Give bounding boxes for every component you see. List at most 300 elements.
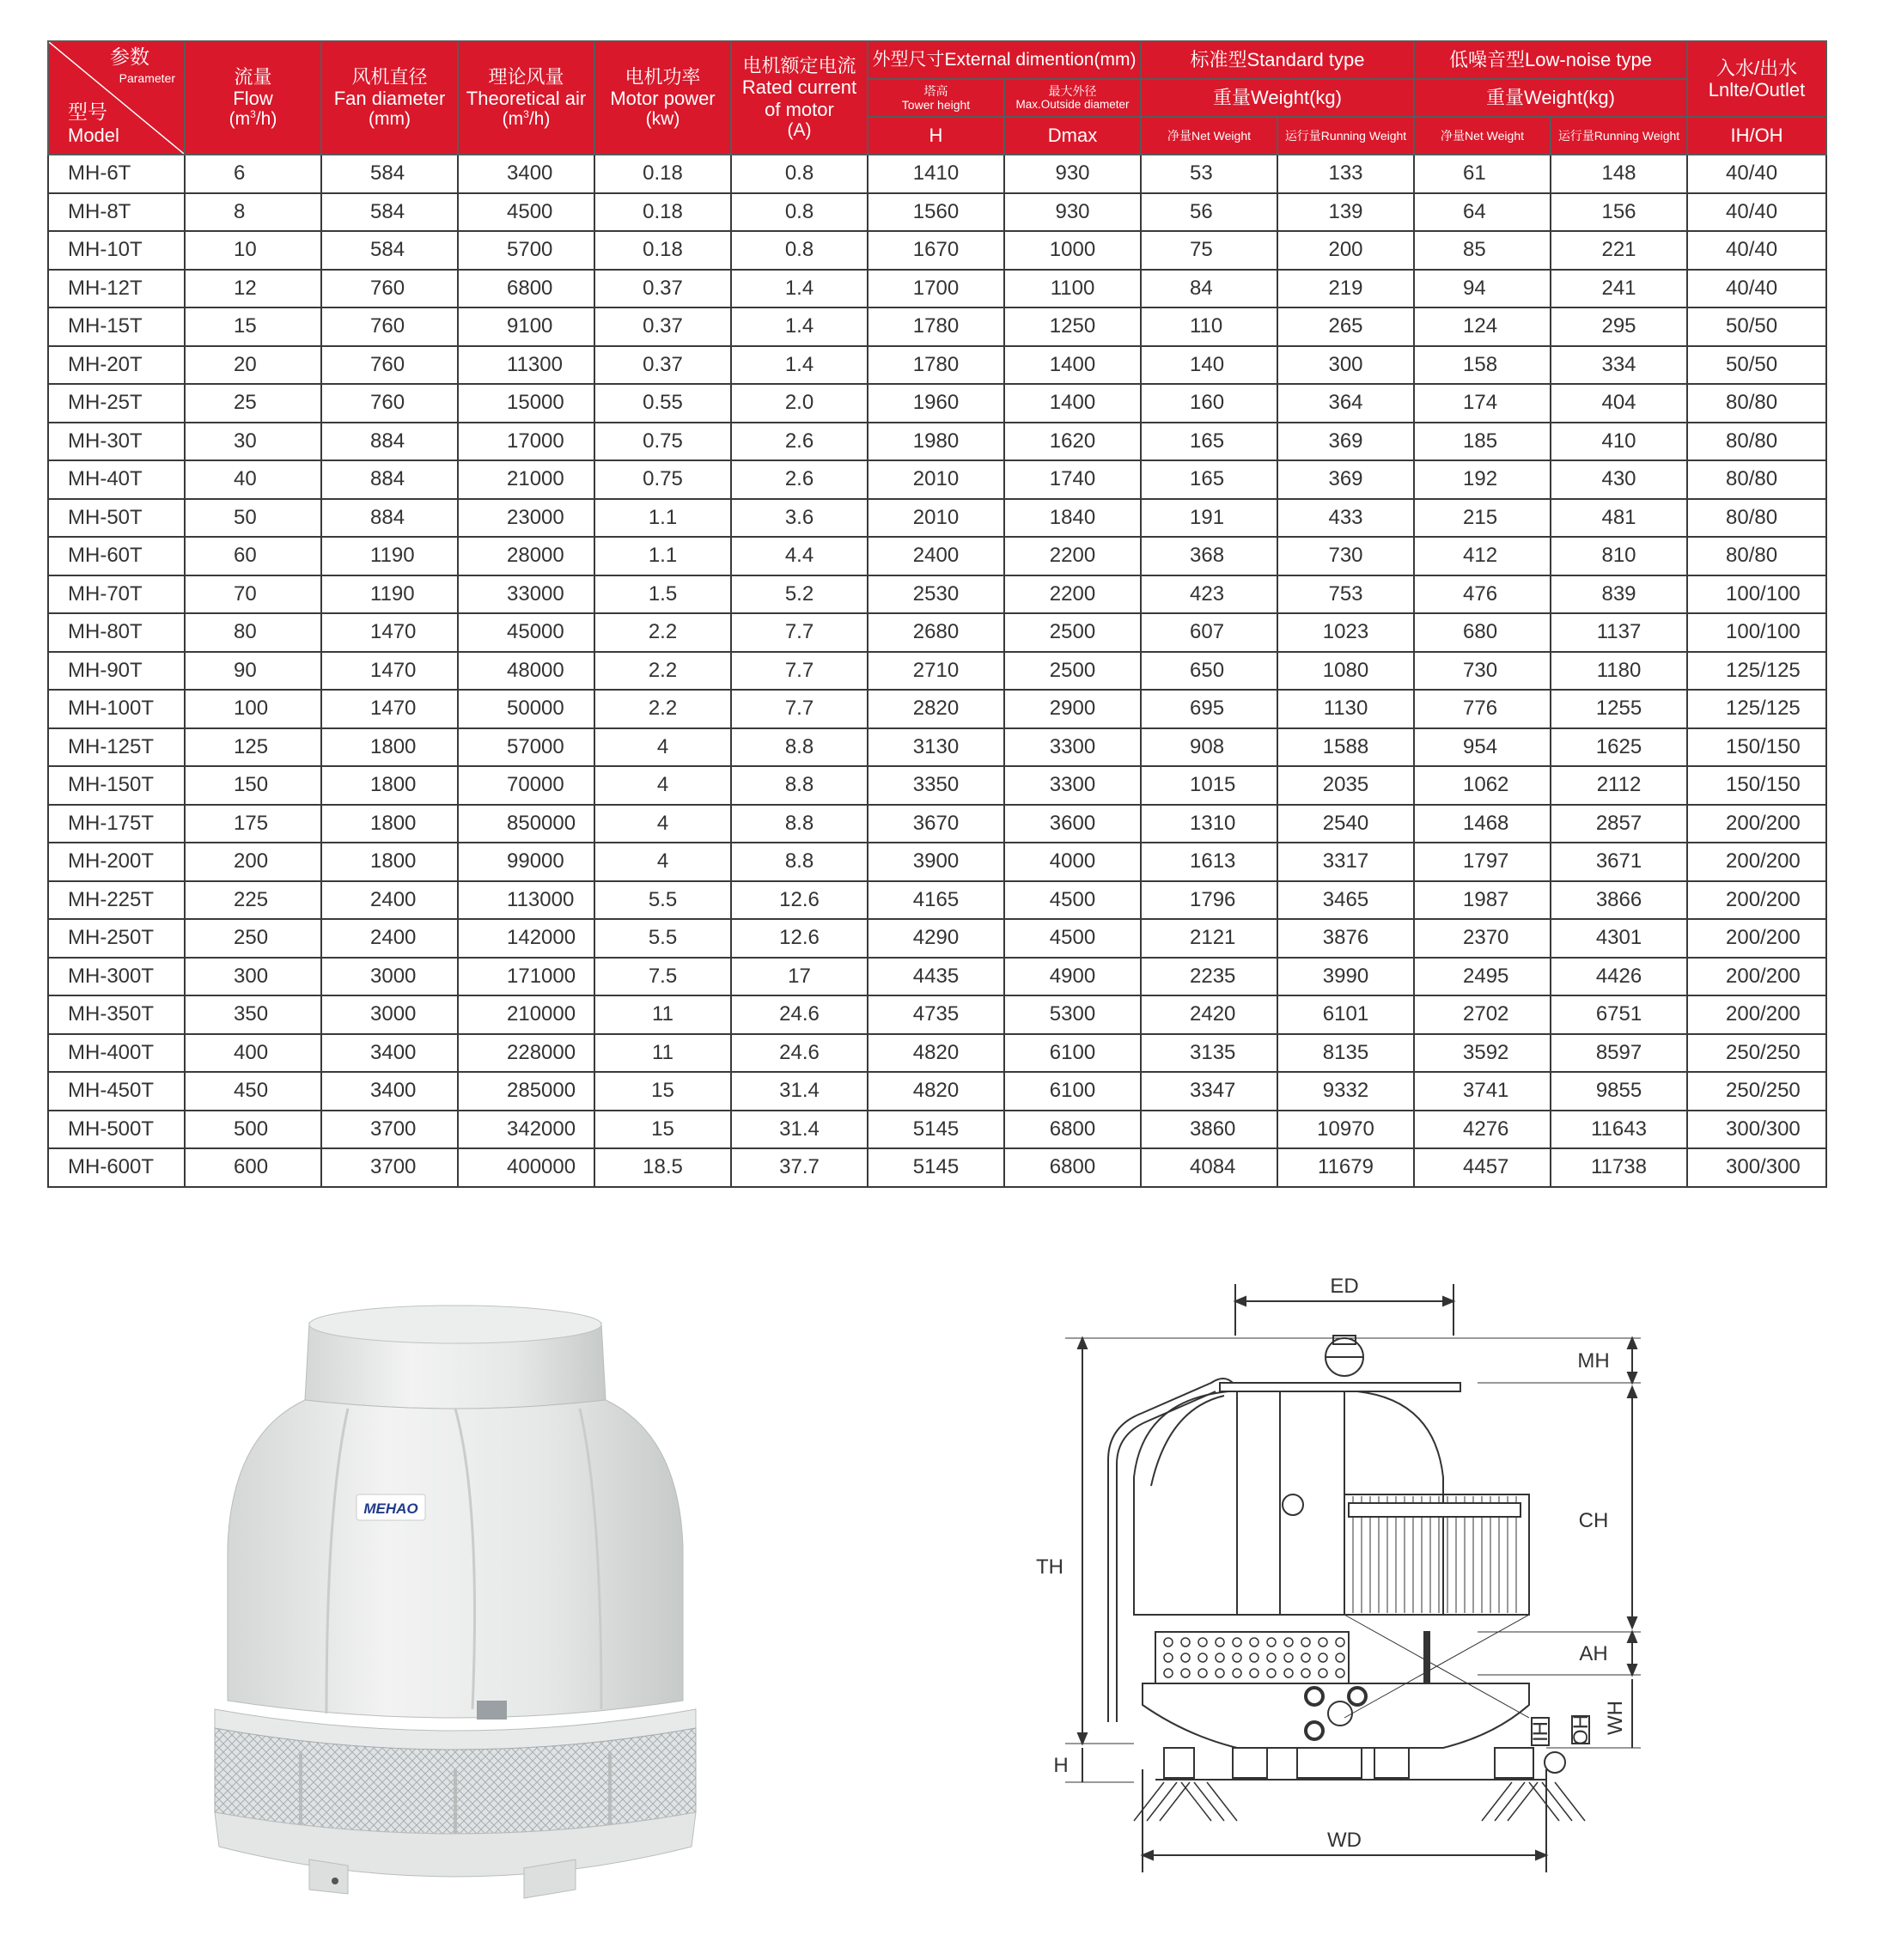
theoretical-air-cell: 45000	[458, 613, 594, 652]
tower-height-cell: 4735	[868, 995, 1004, 1034]
max-diameter-cell: 6800	[1004, 1111, 1141, 1149]
air-en: Theoretical air	[466, 87, 587, 109]
model-cell: MH-100T	[48, 690, 185, 728]
standard-running-weight-cell: 3990	[1277, 958, 1414, 996]
model-cell: MH-25T	[48, 384, 185, 423]
lownoise-net-weight-cell: 192	[1414, 460, 1551, 499]
standard-running-weight-cell: 3317	[1277, 843, 1414, 881]
standard-running-weight-cell: 2035	[1277, 766, 1414, 805]
nameplate	[477, 1701, 507, 1720]
model-cell: MH-150T	[48, 766, 185, 805]
flow-cell: 125	[185, 728, 321, 767]
model-cell: MH-600T	[48, 1148, 185, 1187]
rated-current-cell: 31.4	[731, 1111, 868, 1149]
model-cell: MH-12T	[48, 270, 185, 308]
flow-cell: 400	[185, 1034, 321, 1073]
standard-net-weight-cell: 650	[1141, 652, 1277, 691]
standard-running-weight-header: 运行量Running Weight	[1277, 117, 1414, 155]
motor-power-cell: 11	[594, 995, 731, 1034]
theoretical-air-cell: 342000	[458, 1111, 594, 1149]
lownoise-running-weight-cell: 241	[1551, 270, 1687, 308]
tower-height-cell: 2010	[868, 460, 1004, 499]
inlet-outlet-cell: 200/200	[1687, 919, 1826, 958]
flow-cell: 15	[185, 307, 321, 346]
rated-current-cell: 12.6	[731, 881, 868, 920]
inlet-outlet-cell: 300/300	[1687, 1111, 1826, 1149]
rated-current-cell: 0.8	[731, 193, 868, 232]
theoretical-air-cell: 99000	[458, 843, 594, 881]
theoretical-air-cell: 113000	[458, 881, 594, 920]
table-row	[48, 995, 1826, 1034]
current-en2: of motor	[765, 98, 834, 120]
inlet-outlet-cell: 250/250	[1687, 1072, 1826, 1111]
lownoise-net-weight-cell: 776	[1414, 690, 1551, 728]
motor-power-cell: 7.5	[594, 958, 731, 996]
motor-power-cell: 0.18	[594, 231, 731, 270]
lownoise-running-weight-cell: 4426	[1551, 958, 1687, 996]
table-row	[48, 805, 1826, 843]
model-cell: MH-10T	[48, 231, 185, 270]
flow-cell: 60	[185, 537, 321, 575]
lownoise-net-weight-cell: 64	[1414, 193, 1551, 232]
lownoise-net-weight-cell: 412	[1414, 537, 1551, 575]
fan-diameter-cell: 3700	[321, 1111, 458, 1149]
motor-power-cell: 2.2	[594, 613, 731, 652]
inout-cn: 入水/出水	[1716, 57, 1798, 79]
inlet-outlet-cell: 200/200	[1687, 881, 1826, 920]
standard-net-weight-cell: 2121	[1141, 919, 1277, 958]
theoretical-air-cell: 11300	[458, 346, 594, 385]
flow-cell: 50	[185, 499, 321, 538]
lownoise-running-weight-cell: 2112	[1551, 766, 1687, 805]
standard-running-weight-cell: 753	[1277, 575, 1414, 614]
max-diameter-cell: 1000	[1004, 231, 1141, 270]
lownoise-net-weight-cell: 4457	[1414, 1148, 1551, 1187]
model-cell: MH-450T	[48, 1072, 185, 1111]
label-wd: WD	[1327, 1829, 1362, 1852]
fan-diameter-cell: 584	[321, 193, 458, 232]
lownoise-net-weight-cell: 2370	[1414, 919, 1551, 958]
inlet-outlet-cell: 80/80	[1687, 460, 1826, 499]
tower-height-cell: 2530	[868, 575, 1004, 614]
inlet-outlet-cell: 40/40	[1687, 193, 1826, 232]
standard-running-weight-cell: 8135	[1277, 1034, 1414, 1073]
rated-current-cell: 8.8	[731, 805, 868, 843]
rated-current-cell: 5.2	[731, 575, 868, 614]
cooling-tower-diagram	[1014, 1254, 1770, 1872]
label-ih: IH	[1529, 1721, 1552, 1742]
standard-net-weight-cell: 368	[1141, 537, 1277, 575]
tower-height-cell: 1980	[868, 423, 1004, 461]
fan-cn: 风机直径	[351, 65, 428, 88]
lownoise-running-weight-cell: 295	[1551, 307, 1687, 346]
max-diameter-cell: 930	[1004, 155, 1141, 193]
inlet-outlet-cell: 200/200	[1687, 958, 1826, 996]
table-row	[48, 155, 1826, 193]
inlet-outlet-cell: 40/40	[1687, 231, 1826, 270]
flow-cell: 80	[185, 613, 321, 652]
theoretical-air-cell: 142000	[458, 919, 594, 958]
tower-height-cell: 3670	[868, 805, 1004, 843]
flow-header	[185, 41, 321, 155]
table-row	[48, 1034, 1826, 1073]
rated-current-cell: 4.4	[731, 537, 868, 575]
tower-height-cell: 3130	[868, 728, 1004, 767]
max-diameter-cell: 1620	[1004, 423, 1141, 461]
table-row	[48, 460, 1826, 499]
theoretical-air-cell: 171000	[458, 958, 594, 996]
table-row	[48, 270, 1826, 308]
lownoise-running-weight-cell: 810	[1551, 537, 1687, 575]
inlet-outlet-cell: 125/125	[1687, 690, 1826, 728]
rated-current-cell: 2.6	[731, 460, 868, 499]
model-cell: MH-225T	[48, 881, 185, 920]
ih-oh-header: IH/OH	[1687, 117, 1826, 155]
max-diameter-cell: 4000	[1004, 843, 1141, 881]
model-cell: MH-125T	[48, 728, 185, 767]
lownoise-net-weight-cell: 2495	[1414, 958, 1551, 996]
lownoise-running-weight-cell: 2857	[1551, 805, 1687, 843]
model-cn: 型号	[68, 100, 107, 123]
max-diameter-cell: 4500	[1004, 919, 1141, 958]
max-diameter-cell: 4900	[1004, 958, 1141, 996]
current-cn: 电机额定电流	[742, 54, 856, 76]
table-row	[48, 307, 1826, 346]
max-diameter-cell: 4500	[1004, 881, 1141, 920]
model-cell: MH-80T	[48, 613, 185, 652]
flow-cell: 100	[185, 690, 321, 728]
standard-running-weight-cell: 11679	[1277, 1148, 1414, 1187]
max-diameter-cell: 2900	[1004, 690, 1141, 728]
model-cell: MH-60T	[48, 537, 185, 575]
motor-power-cell: 1.1	[594, 499, 731, 538]
motor-power-cell: 2.2	[594, 652, 731, 691]
lownoise-running-weight-cell: 1625	[1551, 728, 1687, 767]
standard-net-weight-cell: 160	[1141, 384, 1277, 423]
lownoise-net-weight-cell: 85	[1414, 231, 1551, 270]
lownoise-net-weight-cell: 3592	[1414, 1034, 1551, 1073]
standard-running-weight-cell: 6101	[1277, 995, 1414, 1034]
lownoise-running-weight-cell: 8597	[1551, 1034, 1687, 1073]
motor-power-cell: 2.2	[594, 690, 731, 728]
label-mh: MH	[1577, 1349, 1610, 1373]
model-cell: MH-40T	[48, 460, 185, 499]
fan-diameter-cell: 1470	[321, 690, 458, 728]
lownoise-net-weight-cell: 3741	[1414, 1072, 1551, 1111]
standard-running-weight-cell: 300	[1277, 346, 1414, 385]
tower-height-cell: 2680	[868, 613, 1004, 652]
model-cell: MH-50T	[48, 499, 185, 538]
tower-height-cell: 2400	[868, 537, 1004, 575]
tower-height-cell: 1410	[868, 155, 1004, 193]
motor-power-cell: 4	[594, 766, 731, 805]
fan-diameter-cell: 1800	[321, 805, 458, 843]
label-oh: OH	[1569, 1714, 1593, 1745]
max-diameter-cell: 1740	[1004, 460, 1141, 499]
motor-power-cell: 15	[594, 1111, 731, 1149]
rated-current-cell: 2.0	[731, 384, 868, 423]
fan-diameter-cell: 1800	[321, 843, 458, 881]
flow-cell: 300	[185, 958, 321, 996]
theoretical-air-cell: 28000	[458, 537, 594, 575]
tower-height-cell: 4290	[868, 919, 1004, 958]
standard-net-weight-cell: 908	[1141, 728, 1277, 767]
theoretical-air-cell: 850000	[458, 805, 594, 843]
lownoise-net-weight-cell: 61	[1414, 155, 1551, 193]
tower-height-header	[868, 79, 1004, 117]
lownoise-running-weight-cell: 156	[1551, 193, 1687, 232]
param-cn: 参数	[110, 46, 149, 68]
standard-net-weight-cell: 165	[1141, 460, 1277, 499]
standard-running-weight-cell: 433	[1277, 499, 1414, 538]
lownoise-net-weight-cell: 1062	[1414, 766, 1551, 805]
lownoise-running-weight-cell: 6751	[1551, 995, 1687, 1034]
theoretical-air-cell: 48000	[458, 652, 594, 691]
table-row	[48, 193, 1826, 232]
standard-net-weight-cell: 140	[1141, 346, 1277, 385]
lownoise-net-weight-cell: 4276	[1414, 1111, 1551, 1149]
max-diameter-cell: 6100	[1004, 1072, 1141, 1111]
flow-cell: 350	[185, 995, 321, 1034]
rated-current-cell: 2.6	[731, 423, 868, 461]
motor-power-cell: 0.37	[594, 346, 731, 385]
theoretical-air-cell: 5700	[458, 231, 594, 270]
lownoise-net-weight-cell: 1468	[1414, 805, 1551, 843]
label-wh: WH	[1604, 1701, 1627, 1735]
lownoise-running-weight-cell: 11738	[1551, 1148, 1687, 1187]
rated-current-cell: 7.7	[731, 690, 868, 728]
standard-running-weight-cell: 200	[1277, 231, 1414, 270]
lownoise-net-weight-cell: 158	[1414, 346, 1551, 385]
model-cell: MH-200T	[48, 843, 185, 881]
label-th: TH	[1036, 1555, 1063, 1579]
brand-text: MEHAO	[363, 1500, 418, 1517]
standard-net-weight-cell: 423	[1141, 575, 1277, 614]
standard-running-weight-cell: 369	[1277, 423, 1414, 461]
theoretical-air-cell: 21000	[458, 460, 594, 499]
table-row	[48, 766, 1826, 805]
inlet-outlet-cell: 150/150	[1687, 728, 1826, 767]
standard-running-weight-cell: 364	[1277, 384, 1414, 423]
flow-cell: 200	[185, 843, 321, 881]
standard-net-weight-cell: 3347	[1141, 1072, 1277, 1111]
lownoise-running-weight-cell: 9855	[1551, 1072, 1687, 1111]
motor-power-cell: 5.5	[594, 881, 731, 920]
inlet-outlet-cell: 100/100	[1687, 613, 1826, 652]
inlet-outlet-cell: 80/80	[1687, 423, 1826, 461]
table-row	[48, 728, 1826, 767]
motor-power-cell: 1.1	[594, 537, 731, 575]
max-dia-en: Max.Outside diameter	[1015, 98, 1130, 112]
flow-cell: 8	[185, 193, 321, 232]
inlet-outlet-cell: 40/40	[1687, 155, 1826, 193]
tower-height-cell: 1780	[868, 346, 1004, 385]
standard-net-weight-cell: 110	[1141, 307, 1277, 346]
rated-current-cell: 1.4	[731, 346, 868, 385]
inlet-outlet-cell: 50/50	[1687, 307, 1826, 346]
standard-net-weight-cell: 1796	[1141, 881, 1277, 920]
model-cell: MH-15T	[48, 307, 185, 346]
tower-height-cell: 2010	[868, 499, 1004, 538]
motor-power-cell: 15	[594, 1072, 731, 1111]
cooling-tower-photo	[198, 1288, 713, 1924]
rated-current-cell: 0.8	[731, 155, 868, 193]
table-row	[48, 575, 1826, 614]
motor-power-cell: 18.5	[594, 1148, 731, 1187]
table-row	[48, 1148, 1826, 1187]
lownoise-net-weight-header: 净量Net Weight	[1414, 117, 1551, 155]
standard-net-weight-cell: 3860	[1141, 1111, 1277, 1149]
inlet-outlet-cell: 125/125	[1687, 652, 1826, 691]
table-row	[48, 537, 1826, 575]
motor-power-cell: 4	[594, 728, 731, 767]
max-diameter-cell: 6800	[1004, 1148, 1141, 1187]
inlet-outlet-cell: 200/200	[1687, 843, 1826, 881]
lownoise-net-weight-cell: 954	[1414, 728, 1551, 767]
motor-power-cell: 0.37	[594, 270, 731, 308]
lownoise-net-weight-cell: 730	[1414, 652, 1551, 691]
max-diameter-cell: 930	[1004, 193, 1141, 232]
flow-en: Flow	[233, 87, 273, 109]
model-cell: MH-250T	[48, 919, 185, 958]
motor-power-cell: 1.5	[594, 575, 731, 614]
label-ed: ED	[1330, 1275, 1359, 1298]
tower-height-cell: 1700	[868, 270, 1004, 308]
lownoise-running-weight-cell: 334	[1551, 346, 1687, 385]
fan-diameter-cell: 1470	[321, 652, 458, 691]
standard-net-weight-header: 净量Net Weight	[1141, 117, 1277, 155]
flow-cn: 流量	[234, 65, 272, 88]
standard-net-weight-cell: 1015	[1141, 766, 1277, 805]
standard-type-header: 标准型Standard type	[1141, 41, 1414, 79]
table-row	[48, 423, 1826, 461]
theoretical-air-cell: 57000	[458, 728, 594, 767]
lownoise-net-weight-cell: 680	[1414, 613, 1551, 652]
max-diameter-cell: 2500	[1004, 613, 1141, 652]
standard-running-weight-cell: 2540	[1277, 805, 1414, 843]
tower-height-cell: 3350	[868, 766, 1004, 805]
motor-power-cell: 5.5	[594, 919, 731, 958]
inlet-outlet-cell: 300/300	[1687, 1148, 1826, 1187]
lownoise-net-weight-cell: 124	[1414, 307, 1551, 346]
tower-height-cell: 5145	[868, 1148, 1004, 1187]
lownoise-running-weight-cell: 1180	[1551, 652, 1687, 691]
fan-diameter-cell: 2400	[321, 881, 458, 920]
lownoise-running-weight-cell: 3671	[1551, 843, 1687, 881]
standard-running-weight-cell: 3876	[1277, 919, 1414, 958]
tower-height-cell: 2820	[868, 690, 1004, 728]
max-diameter-cell: 3600	[1004, 805, 1141, 843]
flow-cell: 500	[185, 1111, 321, 1149]
standard-running-weight-cell: 139	[1277, 193, 1414, 232]
theoretical-air-cell: 17000	[458, 423, 594, 461]
flow-cell: 20	[185, 346, 321, 385]
lownoise-net-weight-cell: 94	[1414, 270, 1551, 308]
flow-unit: $(m^3/h)$	[229, 108, 277, 130]
lownoise-running-weight-header: 运行量Running Weight	[1551, 117, 1687, 155]
standard-net-weight-cell: 75	[1141, 231, 1277, 270]
tower-height-cell: 2710	[868, 652, 1004, 691]
theoretical-air-cell: 4500	[458, 193, 594, 232]
table-row	[48, 690, 1826, 728]
flow-cell: 150	[185, 766, 321, 805]
lownoise-running-weight-cell: 481	[1551, 499, 1687, 538]
model-en: Model	[68, 125, 119, 146]
rated-current-cell: 24.6	[731, 1034, 868, 1073]
lownoise-running-weight-cell: 410	[1551, 423, 1687, 461]
inout-en: Lnlte/Outlet	[1708, 79, 1806, 100]
model-cell: MH-400T	[48, 1034, 185, 1073]
standard-running-weight-cell: 3465	[1277, 881, 1414, 920]
fan-unit: (mm)	[369, 109, 411, 130]
max-diameter-cell: 2200	[1004, 575, 1141, 614]
fan-diameter-cell: 884	[321, 460, 458, 499]
table-row	[48, 881, 1826, 920]
standard-running-weight-cell: 9332	[1277, 1072, 1414, 1111]
inlet-outlet-header	[1687, 41, 1826, 117]
table-row	[48, 346, 1826, 385]
standard-running-weight-cell: 265	[1277, 307, 1414, 346]
fan-diameter-cell: 1190	[321, 575, 458, 614]
motor-power-header	[594, 41, 731, 155]
fan-diameter-cell: 884	[321, 423, 458, 461]
max-diameter-cell: 1840	[1004, 499, 1141, 538]
fan-diameter-cell: 2400	[321, 919, 458, 958]
label-ch: CH	[1578, 1509, 1609, 1532]
flow-cell: 6	[185, 155, 321, 193]
lownoise-running-weight-cell: 221	[1551, 231, 1687, 270]
lownoise-running-weight-cell: 148	[1551, 155, 1687, 193]
motor-power-cell: 4	[594, 843, 731, 881]
table-row	[48, 231, 1826, 270]
motor-power-cell: 0.75	[594, 460, 731, 499]
tower-height-cell: 3900	[868, 843, 1004, 881]
standard-running-weight-cell: 1080	[1277, 652, 1414, 691]
flow-cell: 90	[185, 652, 321, 691]
table-row	[48, 613, 1826, 652]
inlet-outlet-cell: 150/150	[1687, 766, 1826, 805]
standard-net-weight-cell: 607	[1141, 613, 1277, 652]
flow-cell: 250	[185, 919, 321, 958]
motor-power-cell: 11	[594, 1034, 731, 1073]
lownoise-running-weight-cell: 11643	[1551, 1111, 1687, 1149]
theoretical-air-cell: 70000	[458, 766, 594, 805]
standard-net-weight-cell: 3135	[1141, 1034, 1277, 1073]
table-row	[48, 652, 1826, 691]
fan-diameter-cell: 584	[321, 231, 458, 270]
rated-current-cell: 8.8	[731, 728, 868, 767]
tower-height-cell: 1670	[868, 231, 1004, 270]
motor-power-cell: 0.55	[594, 384, 731, 423]
lownoise-net-weight-cell: 2702	[1414, 995, 1551, 1034]
fan-diameter-cell: 884	[321, 499, 458, 538]
fan-diameter-cell: 1800	[321, 766, 458, 805]
inlet-outlet-cell: 200/200	[1687, 805, 1826, 843]
lownoise-weight-header: 重量Weight(kg)	[1414, 79, 1687, 117]
label-h: H	[1053, 1754, 1069, 1777]
tower-height-cell: 4820	[868, 1072, 1004, 1111]
param-en: Parameter	[119, 71, 175, 85]
lownoise-running-weight-cell: 3866	[1551, 881, 1687, 920]
standard-net-weight-cell: 4084	[1141, 1148, 1277, 1187]
max-diameter-cell: 1400	[1004, 346, 1141, 385]
tower-height-cell: 5145	[868, 1111, 1004, 1149]
inlet-outlet-cell: 100/100	[1687, 575, 1826, 614]
table-row	[48, 499, 1826, 538]
flow-cell: 30	[185, 423, 321, 461]
theoretical-air-cell: 33000	[458, 575, 594, 614]
model-cell: MH-6T	[48, 155, 185, 193]
